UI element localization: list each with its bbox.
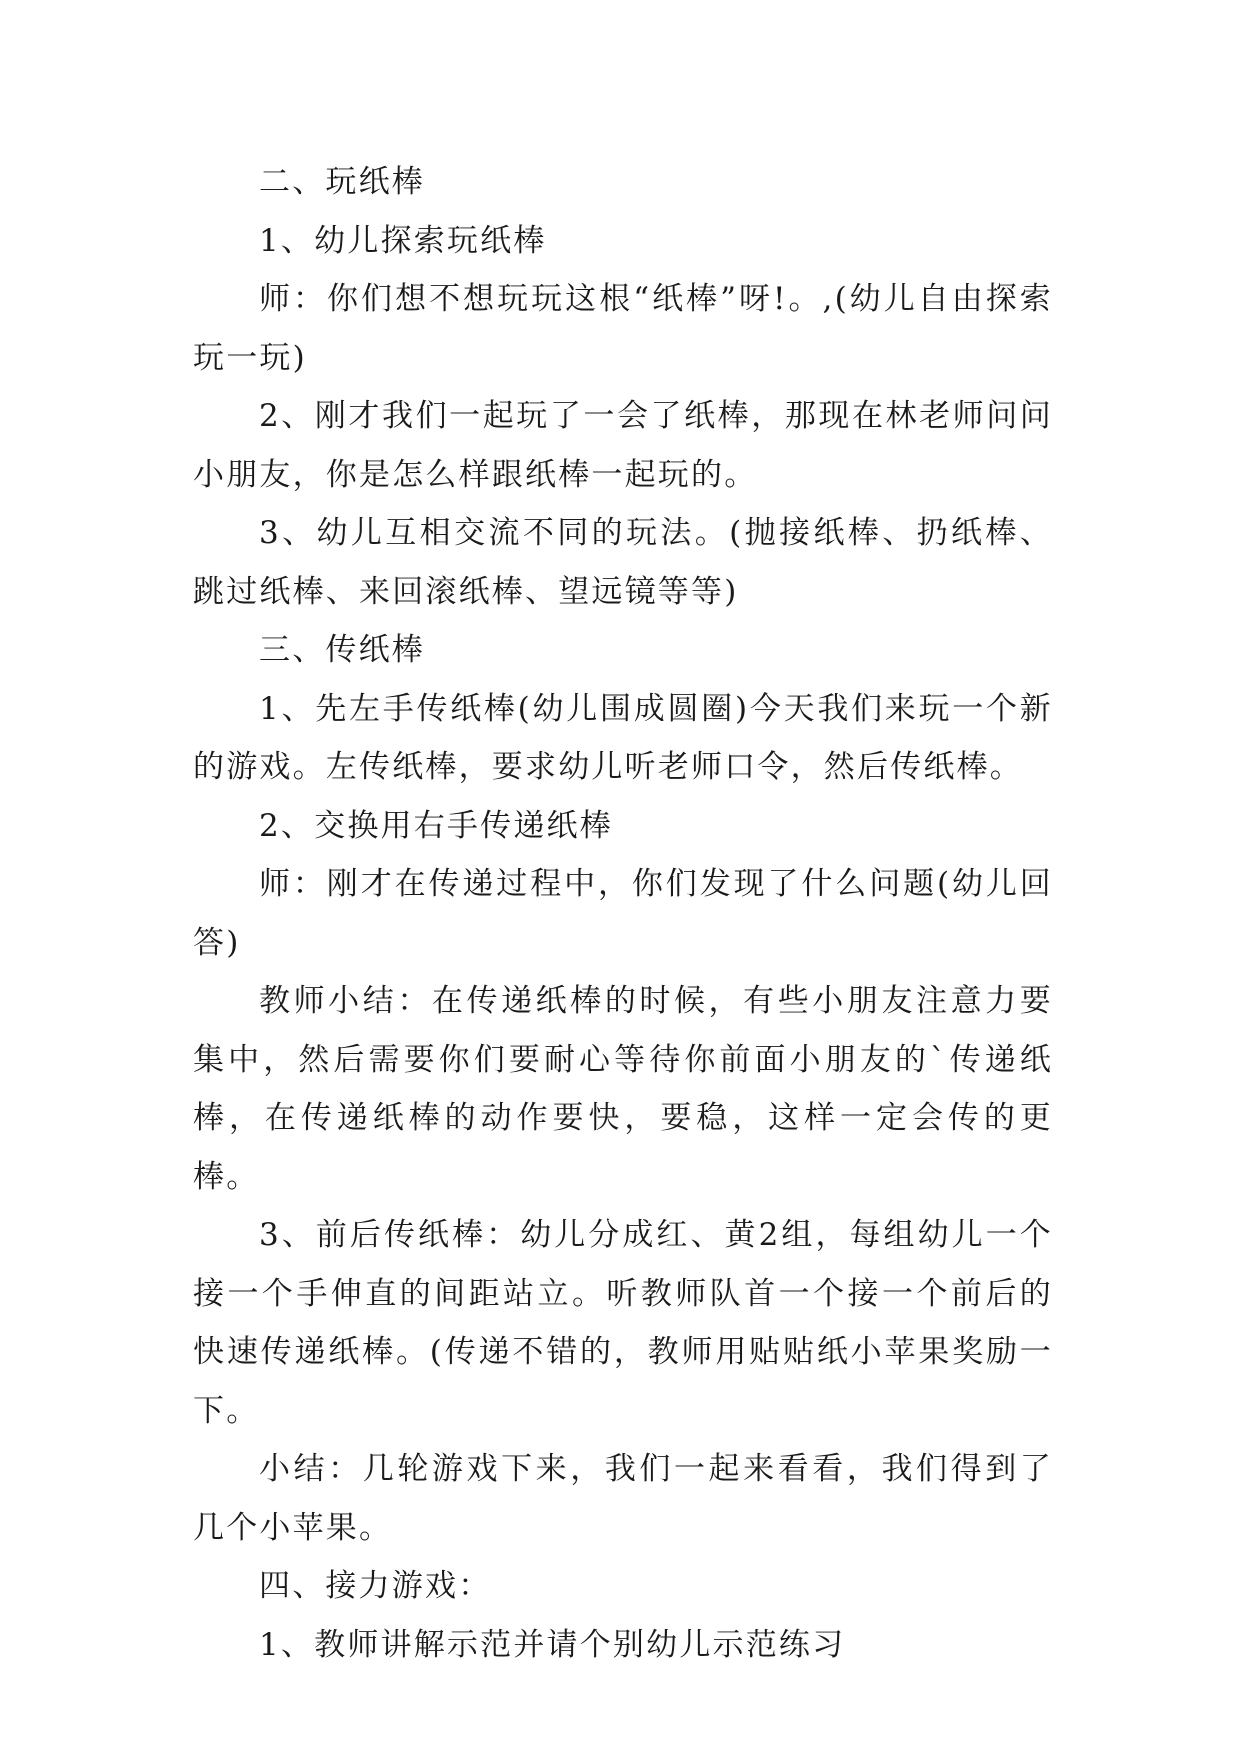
- paragraph: 师：刚才在传递过程中，你们发现了什么问题(幼儿回答): [193, 866, 1053, 961]
- document-page: [193, 153, 1053, 1674]
- section-heading: 三、传纸棒: [259, 632, 425, 668]
- paragraph: 3、前后传纸棒：幼儿分成红、黄2组，每组幼儿一个接一个手伸直的间距站立。听教师队首一个接一个前后的快速传递纸棒。(传递不错的，教师用贴贴纸小苹果奖励一下。: [193, 1217, 1053, 1429]
- section-heading: 二、玩纸棒: [259, 164, 425, 200]
- paragraph: 1、幼儿探索玩纸棒: [259, 222, 547, 259]
- paragraph: 教师小结：在传递纸棒的时候，有些小朋友注意力要集中，然后需要你们要耐心等待你前面小朋友的`传递纸棒，在传递纸棒的动作要快，要稳，这样一定会传的更棒。: [193, 983, 1053, 1195]
- paragraph: 2、刚才我们一起玩了一会了纸棒，那现在林老师问问小朋友，你是怎么样跟纸棒一起玩的。: [193, 398, 1053, 493]
- paragraph: 1、教师讲解示范并请个别幼儿示范练习: [259, 1626, 846, 1663]
- paragraph: 小结：几轮游戏下来，我们一起来看看，我们得到了几个小苹果。: [193, 1451, 1053, 1546]
- paragraph: 3、幼儿互相交流不同的玩法。(抛接纸棒、扔纸棒、跳过纸棒、来回滚纸棒、望远镜等等): [193, 515, 1053, 610]
- paragraph: 1、先左手传纸棒(幼儿围成圆圈)今天我们来玩一个新的游戏。左传纸棒，要求幼儿听老师口令，然后传纸棒。: [193, 690, 1053, 785]
- paragraph: 师：你们想不想玩玩这根“纸棒”呀!。,(幼儿自由探索玩一玩): [193, 281, 1053, 376]
- section-heading: 四、接力游戏：: [259, 1568, 492, 1604]
- paragraph: 2、交换用右手传递纸棒: [259, 807, 613, 844]
